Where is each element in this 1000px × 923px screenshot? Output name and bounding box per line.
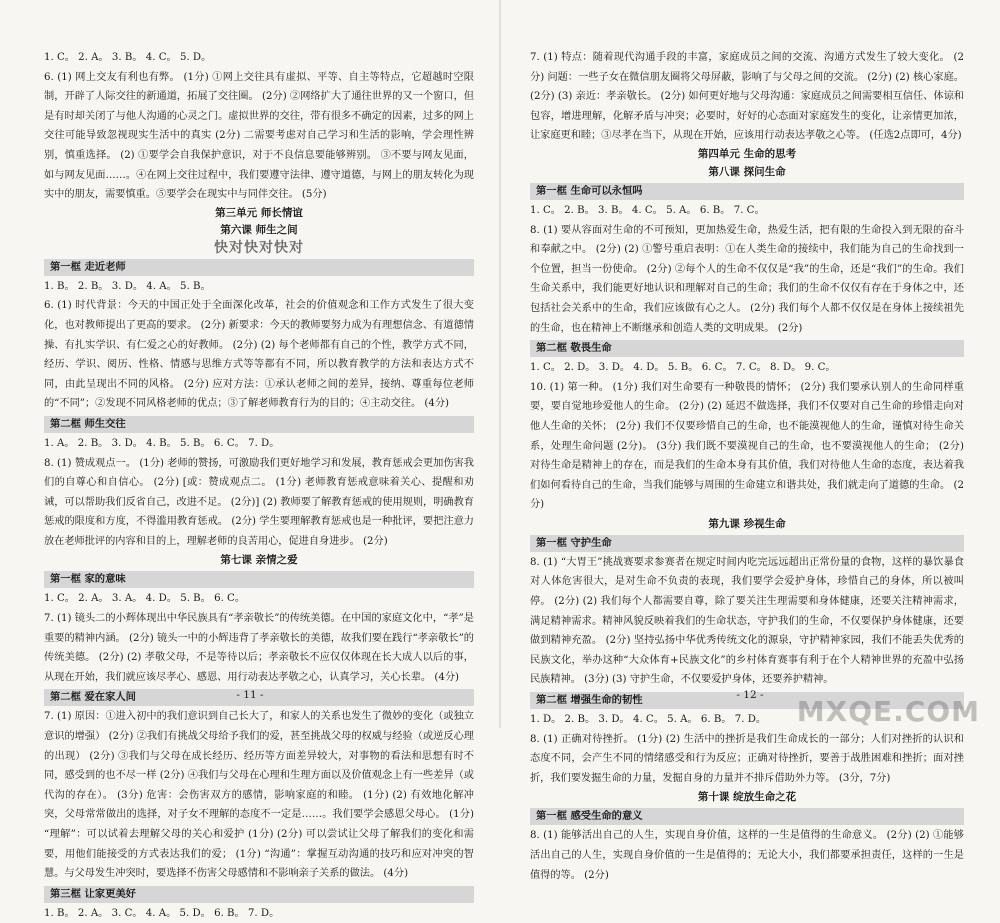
stamp-text: 快对快对快对 — [214, 239, 304, 256]
unit-title: 第三单元 师长情谊 — [215, 206, 303, 219]
answer-paragraph: 7. (1) 镜头二的小辉体现出中华民族具有“孝亲敬长”的传统美德。在中国的家庭文化中，“孝”是重要的精神内涵。 (2分) 镜头一中的小辉违背了孝亲敬长的美德，故我们要在践行“孝亲敬长”的传统美德。 (2分) (2) 孝敬父母，不是等待以后；孝亲敬长不应仅仅体现在长大成人以后的事，从现在开始，我们就应该尽孝心、感恩、用行动表达孝敬之心，认真学习，关心长辈。 (4分) — [44, 613, 474, 683]
section-header: 第一框 家的意味 — [44, 571, 474, 588]
lesson-title: 第十课 绽放生命之花 — [697, 791, 797, 804]
answer-paragraph: 8. (1) “大胃王”挑战赛要求参赛者在规定时间内吃完远远超出正常份量的食物，这样的暴饮暴食对人体危害很大，是对生命不负责的表现，我们要学会爱护身体，珍惜自己的身体，所以被叫停。 (2分) (2) 我们每个人都需要自尊，除了要关注生理需要和身体健康，还要关注精神需求，满足精神需求。精神风貌反映着我们的生命状态，守护我们的生命，不仅要保护身体健康，还要做到精神充盈。 (2分) 坚持弘扬中华优秀传统文化的源泉，守护精神家园，我们不能丢失优秀的民族文化，举办这种“大众体育+民族文化”的乡村体育赛事有利于在个人精神世界的充盈中弘扬民族精神。 (3分) (3) 守护生命，不仅要爱护身体，还要养护精神。 — [530, 556, 964, 686]
answer-paragraph: 8. (1) 要从容面对生命的不可预知，更加热爱生命，热爱生活，把有限的生命投入到无限的奋斗和奉献之中。 (2分) (2) ①警号重启表明：①在人类生命的接续中，我们能为自己的生命找到一个位置，担当一份使命。 (2分) ②每个人的生命不仅仅是“我”的生命，还是“我们”的生命。我们生命关系中，我们能更好地认识和理解对自己的生命；我们的生命不仅仅有存在于身体之中，还包括社会关系中的生命，我们应该做有心之人。 (2分) 我们每个人都不仅仅是在身体上接续祖先的生命，也在精神上不断继承和创造人类的文明成果。 (2分) — [530, 224, 964, 334]
answer-line: 1. C。 2. B。 3. B。 4. C。 5. A。 6. B。 7. C。 — [530, 204, 765, 216]
section-header: 第二框 师生交往 — [44, 416, 474, 433]
watermark-logo: MXQE.COM — [796, 695, 980, 729]
lesson-title: 第七课 亲情之爱 — [220, 554, 298, 567]
answer-paragraph: 8. (1) 赞成观点一。 (1分) 老师的赞扬，可激励我们更好地学习和发展，教育惩戒会更加伤害我们的自尊心和自信心。 (2分) [或：赞成观点二。 (1分) 老师教育惩戒意味着关心、提醒和劝诫，可以帮助我们反省自己，改进不足。 (2分)] (2) 教师要了解教育惩戒的使用规则，明确教育惩戒的限度和方度，不得滥用教育惩戒。 (2分) 学生要理解教育惩戒也是一种批评，要把注意力放在老师批评的内容和目的上，理解老师的良苦用心，促进自身进步。 (2分) — [44, 457, 474, 547]
section-header: 第一框 生命可以永恒吗 — [530, 183, 964, 200]
section-header: 第三框 让家更美好 — [44, 886, 474, 903]
section-header: 第二框 爱在家人间 — [44, 689, 474, 706]
answer-paragraph: 8. (1) 能够活出自己的人生，实现自身价值，这样的一生是值得的生命意义。 (2分) (2) ①能够活出自己的人生，实现自身价值的一生是值得的；无论大小，我们都要承担责任，这样的一生是值得的等。 (2分) — [530, 830, 964, 881]
answer-line: 1. A。 2. B。 3. D。 4. B。 5. B。 6. C。 7. D。 — [44, 437, 280, 449]
answer-paragraph: 7. (1) 原因：①进入初中的我们意识到自己长大了，和家人的关系也发生了微妙的变化（或独立意识的增强） (2分) ②我们有挑战父母给予我们的爱，甚至挑战父母的权威与经验（或逆反心理的出现） (2分) ③我们与父母在成长经历、经历等方面差异较大，对事物的看法和思想有时不同，感受到的也不尽一样 (2分) ④我们与父母在心理和生理方面以及价值观念上有一些差异（或代沟的存在）。 (3分) 危害：会伤害双方的感情，影响家庭的和睦。 (1分) (2) 有效地化解冲突，父母常常做出的选择，对子女不理解的态度不一定是……。我们要学会感恩父母心。 (1分) “理解”：可以试着去理解父母的关心和爱护 (1分) (2分) 可以尝试让父母了解我们的变化和需要，用他们能接受的方式表达我们的爱； (1分) “沟通”：掌握互动沟通的技巧和应对冲突的智慧。与父母发生冲突时，要选择不伤害父母感情和不影响亲子关系的做法。 (4分) — [44, 711, 474, 880]
answer-paragraph: 10. (1) 第一种。 (1分) 我们对生命要有一种敬畏的情怀； (2分) 我们要承认别人的生命同样重要，要自觉地珍爱他人的生命。 (2分) (2) 延迟不做选择，我们不仅要对自己生命的珍惜走向对他人生命的关怀； (2分) 我们不仅要珍惜自己的生命，也不能漠视他人的生命，谨慎对待生命关系，处理生命问题 (2分)。 (3分) 我们既不要漠视自己的生命，也不要漠视他人的生命； (2分) 对待生命是精神上的存在，而是我们的生命本身有其价值，我们对待他人生命的态度，表达着我们如何看待自己的生命，当我们能够与周围的生命建立和谐共处，我们就走向了道德的生命。 (2分) — [530, 381, 964, 511]
answer-line: 1. C。 2. D。 3. D。 4. D。 5. B。 6. C。 7. C。 8. D。 9. C。 — [530, 362, 836, 374]
answer-paragraph: 7. (1) 特点：随着现代沟通手段的丰富，家庭成员之间的交流、沟通方式发生了较大变化。 (2分) 问题：一些子女在微信朋友圈将父母屏蔽，影响了与父母之间的交流。 (2分) (2) 核心家庭。 (2分) (3) 亲近：孝亲敬长。 (2分) 如何更好地与父母沟通：家庭成员之间需要相互信任、体谅和包容，增进理解，化解矛盾与冲突；必要时，好好的心态面对家庭发生的变化，让亲情更加浓，让家庭更和睦；③尽孝在当下，从现在开始，应该用行动表达孝敬之心等。 (任选2点即可，4分) — [530, 52, 964, 142]
section-header: 第二框 增强生命的韧性 — [530, 692, 964, 709]
answer-line: 1. C。 2. A。 3. A。 4. D。 5. B。 6. C。 — [44, 593, 246, 605]
page-number: - 12 - — [736, 689, 764, 702]
section-header: 第一框 守护生命 — [530, 535, 964, 552]
lesson-title: 第六课 师生之间 — [220, 223, 298, 236]
page-number: - 11 - — [236, 689, 264, 702]
answer-line: 1. C。 2. A。 3. B。 4. C。 5. D。 — [44, 52, 212, 63]
lesson-title: 第八课 探问生命 — [708, 165, 786, 178]
answer-line: 1. B。 2. A。 3. C。 4. A。 5. D。 6. B。 7. D。 — [44, 907, 280, 919]
lesson-title: 第九课 珍视生命 — [708, 517, 786, 530]
section-header: 第二框 敬畏生命 — [530, 340, 964, 357]
answer-paragraph: 6. (1) 时代背景：今天的中国正处于全面深化改革，社会的价值观念和工作方式发生了很大变化，也对教师提出了更高的要求。 (2分) 新要求：今天的教师要努力成为有理想信念、有道德情操、有扎实学识、有仁爱之心的好教师。 (2分) (2) 每个老师都有自己的个性，教学方式不同，经历、学识、阅历、性格、情感与思维方式等等都有不同，所以教育教学的方法和表达方式不同，由此呈现出不同的风格。 (2分) 应对方法：①承认老师之间的差异，接纳、尊重每位老师的“不同”；②发现不同风格老师的优点；③了解老师教育行为的目的；④主动交往。 (4分) — [44, 300, 474, 410]
section-header: 第一框 走近老师 — [44, 259, 474, 276]
answer-line: 1. B。 2. B。 3. D。 4. A。 5. B。 — [44, 280, 211, 292]
answer-line: 1. D。 2. B。 3. D。 4. C。 5. A。 6. B。 7. D。 — [530, 714, 767, 726]
unit-title: 第四单元 生命的思考 — [697, 147, 797, 160]
page-left — [0, 0, 500, 919]
answer-paragraph: 6. (1) 网上交友有利也有弊。 (1分) ①网上交往具有虚拟、平等、自主等特点，它超越时空限制，开辟了人际交往的新通道，拓展了交往圈。 (2分) ②网络扩大了通往世界的又一个窗口，但是有时却关闭了与他人沟通的心灵之门。虚拟世界的交往，带有很多不确定的因素，过多的网上交往可能导致忽视现实生活中的真实 (2分) 二需要考虑对自己学习和生活的影响，学会理性辨别，慎重选择。 (2) ①要学会自我保护意识，对于不良信息要能够辨别。 ③不要与网友见面，如与网友见面……。④在网上交往过程中，我们要遵守法律、遵守道德，与网上的朋友转化为现实中的朋友，需要慎重。⑤要学会在现实中与同伴交往。 (5分) — [44, 71, 474, 201]
page-right — [500, 0, 1000, 881]
section-header: 第一框 感受生命的意义 — [530, 808, 964, 825]
answer-paragraph: 8. (1) 正确对待挫折。 (1分) (2) 生活中的挫折是我们生命成长的一部分；人们对挫折的认识和态度不同，会产生不同的情绪感受和行为反应；正确对待挫折，要善于战胜困难和挫折；面对挫折，我们要发掘生命的力量，发掘自身的力量并不排斥借助外力等。 (3分，7分) — [530, 733, 964, 784]
